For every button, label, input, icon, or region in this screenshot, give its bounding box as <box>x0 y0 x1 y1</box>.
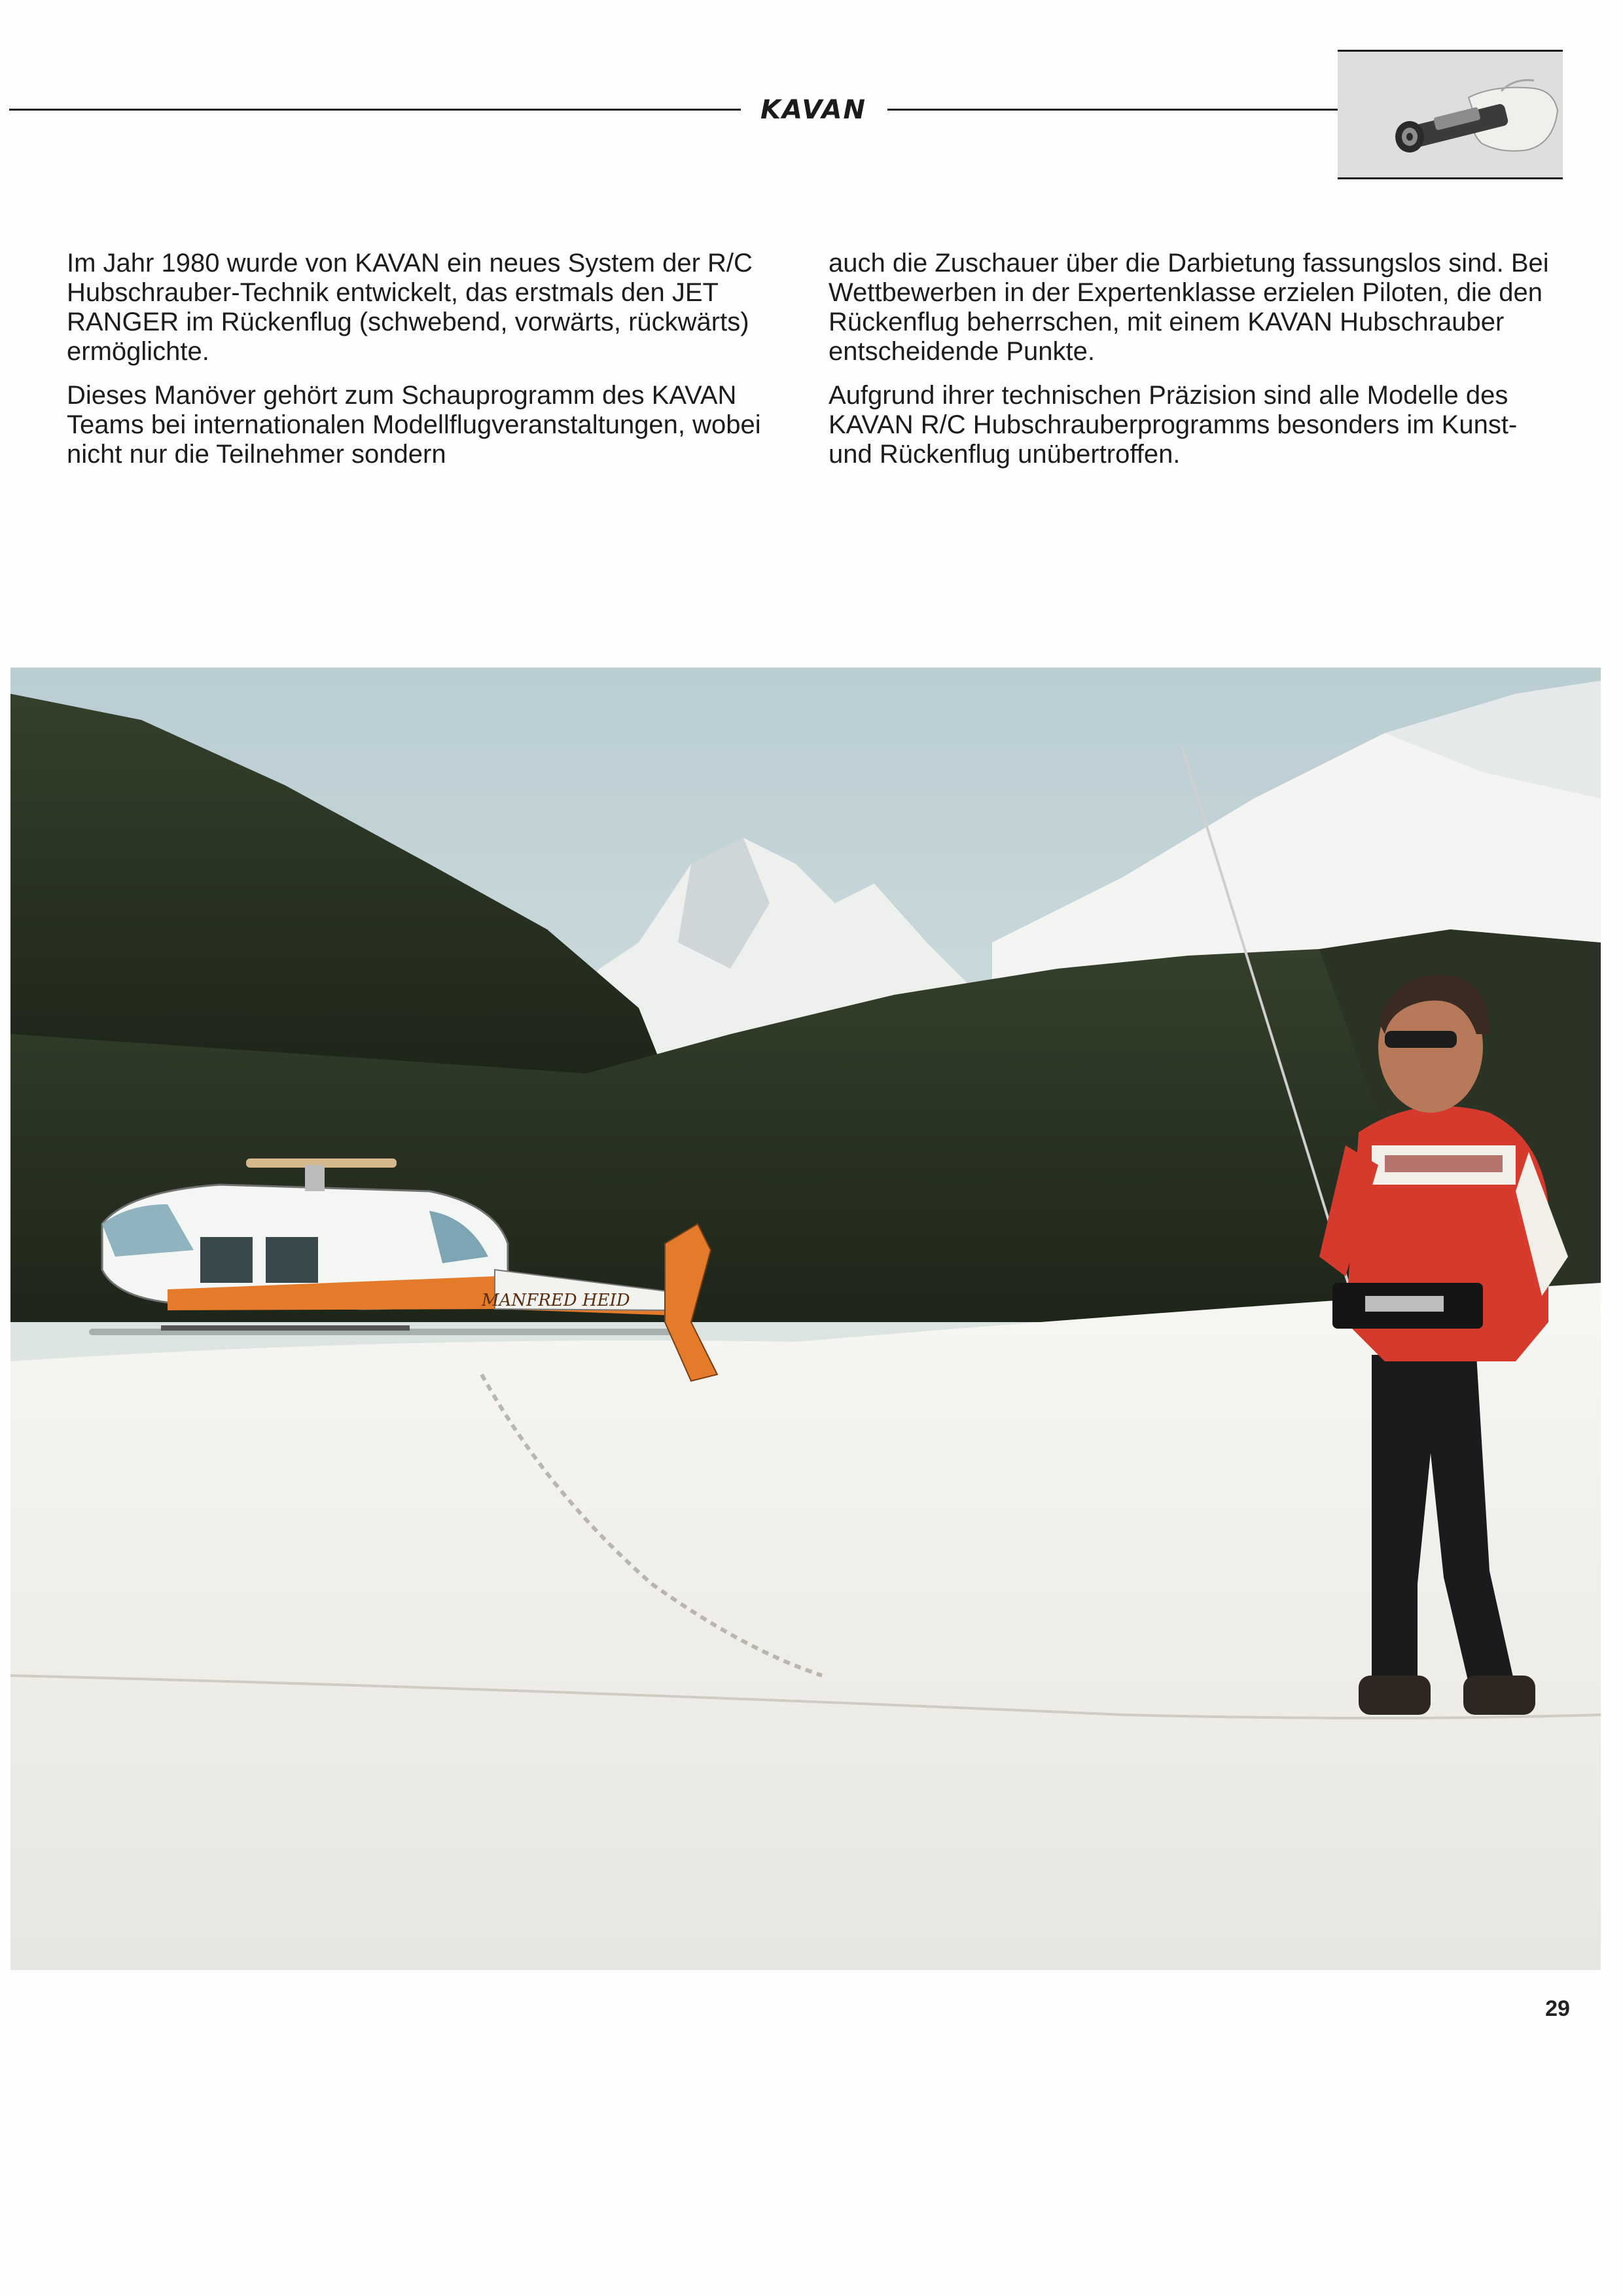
paragraph: Aufgrund ihrer technischen Präzision sind alle Modelle des KAVAN R/C Hubschrauberprogramms besonders im Kunst- und Rückenflug unübertroffen. <box>829 381 1518 469</box>
paragraph: auch die Zuschauer über die Darbietung fassungslos sind. Bei Wettbewerben in der Expertenklasse erzielen Piloten, die den Rückenflug beherrschen, mit einem KAVAN Hubschrauber entscheidende Punkte. <box>829 249 1549 366</box>
header-rule-right <box>887 109 1338 111</box>
header-thumbnail <box>1338 50 1563 179</box>
paragraph: Dieses Manöver gehört zum Schauprogramm des KAVAN Teams bei internationalen Modellflugveranstaltungen, wobei nicht nur die Teilnehmer sondern <box>67 381 761 469</box>
snow-field <box>10 1283 1601 1970</box>
snow-scene-illustration <box>10 668 1601 1970</box>
text-column-left <box>67 249 813 484</box>
fuselage-lettering: MANFRED HEID <box>482 1291 630 1310</box>
hand-holding-engine-icon <box>1338 52 1563 177</box>
header-rule-left <box>9 109 741 111</box>
paragraph: Im Jahr 1980 wurde von KAVAN ein neues System der R/C Hubschrauber-Technik entwickelt, das erstmals den JET RANGER im Rückenflug (schwebend, vorwärts, rückwärts) ermöglichte. <box>67 249 753 366</box>
helicopter-photo <box>10 668 1601 1970</box>
page-number: 29 <box>1545 1996 1570 2021</box>
text-column-right <box>829 249 1568 484</box>
brand-logo: KAVAN <box>760 95 866 125</box>
